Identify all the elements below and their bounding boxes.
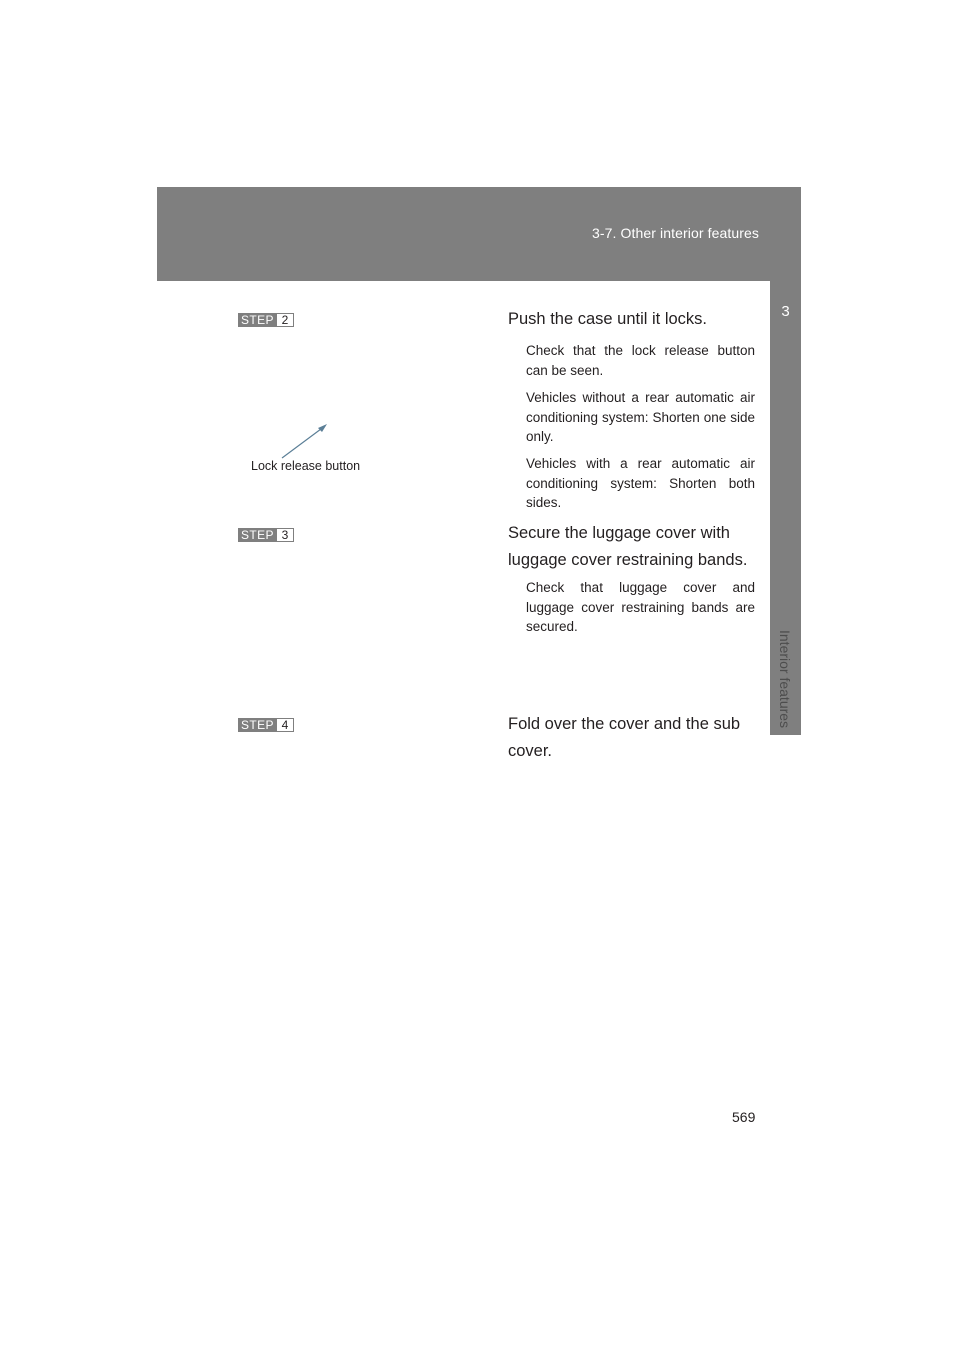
step-4-badge — [238, 718, 294, 732]
step-2-title: Push the case until it locks. — [508, 310, 708, 328]
page-number: 569 — [732, 1109, 756, 1125]
chapter-label: Interior features — [777, 630, 793, 729]
step-3-title: Secure the luggage cover with luggage cover restraining bands. — [508, 524, 748, 569]
step-number: 3 — [277, 528, 294, 542]
chapter-number: 3 — [781, 303, 790, 320]
step-2-note-1: Check that the lock release button can be seen. — [526, 343, 755, 378]
step-4-title: Fold over the cover and the sub cover. — [508, 715, 741, 760]
step-word: STEP — [238, 313, 277, 327]
step-3-badge — [238, 528, 294, 542]
section-title: 3-7. Other interior features — [592, 225, 759, 241]
step-number: 2 — [277, 313, 294, 327]
step-2-note-2: Vehicles without a rear automatic air conditioning system: Shorten one side only. — [526, 390, 755, 444]
step-number: 4 — [277, 718, 294, 732]
step-3-note-1: Check that luggage cover and luggage cover restraining bands are secured. — [526, 580, 755, 634]
step-word: STEP — [238, 718, 277, 732]
step-2-note-3: Vehicles with a rear automatic air conditioning system: Shorten both sides. — [526, 456, 755, 510]
lock-release-button-label: Lock release button — [251, 459, 361, 473]
step-word: STEP — [238, 528, 277, 542]
